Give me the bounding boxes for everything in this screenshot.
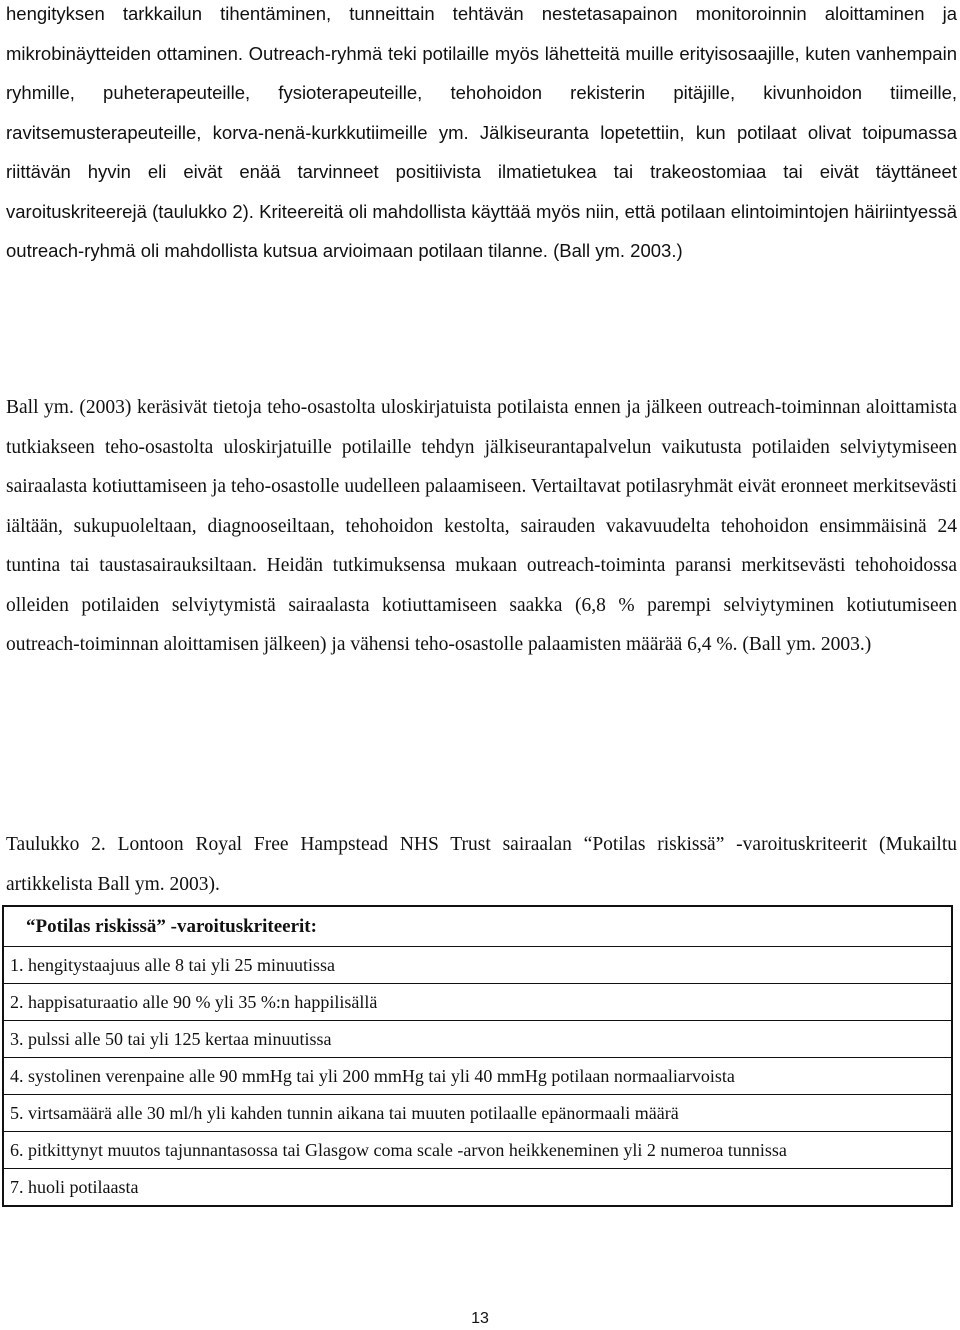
table-header-cell: “Potilas riskissä” -varoituskriteerit: xyxy=(3,906,952,947)
page-number: 13 xyxy=(471,1310,489,1327)
criterion-cell: 3. pulssi alle 50 tai yli 125 kertaa minuutissa xyxy=(3,1021,952,1058)
criterion-cell: 1. hengitystaajuus alle 8 tai yli 25 minuutissa xyxy=(3,947,952,984)
criterion-cell: 7. huoli potilaasta xyxy=(3,1169,952,1207)
criterion-cell: 6. pitkittynyt muutos tajunnantasossa tai Glasgow coma scale -arvon heikkeneminen yli 2 numeroa tunnissa xyxy=(3,1132,952,1169)
table-caption: Taulukko 2. Lontoon Royal Free Hampstead NHS Trust sairaalan “Potilas riskissä” -varoituskriteerit (Mukailtu artikkelista Ball ym. 2003). xyxy=(6,834,957,895)
table-row xyxy=(3,1058,952,1095)
body-paragraph-2: Ball ym. (2003) keräsivät tietoja teho-osastolta uloskirjatuista potilaista ennen ja jälkeen outreach-toiminnan aloittamista tutkiakseen teho-osastolta uloskirjatuille potilaille tehdyn jälkiseurantapalvelun vaikutusta potilaiden selviytymiseen sairaalasta kotiuttamiseen ja teho-osastolle uudelleen palaamiseen. Vertailtavat potilasryhmät eivät eronneet merkitsevästi iältään, sukupuoleltaan, diagnooseiltaan, tehohoidon kestolta, sairauden vakavuudelta tehohoidon ensimmäisinä 24 tuntina tai taustasairauksiltaan. Heidän tutkimuksensa mukaan outreach-toiminta paransi merkitsevästi tehohoidossa olleiden potilaiden selviytymistä sairaalasta kotiuttamiseen saakka (6,8 % parempi selviytyminen kotiutumiseen outreach-toiminnan aloittamisen jälkeen) ja vähensi teho-osastolle palaamisten määrää 6,4 %. (Ball ym. 2003.) xyxy=(6,397,957,655)
table-row xyxy=(3,1021,952,1058)
criterion-cell: 4. systolinen verenpaine alle 90 mmHg tai yli 200 mmHg tai yli 40 mmHg potilaan normaaliarvoista xyxy=(3,1058,952,1095)
table-row xyxy=(3,1132,952,1169)
table-row xyxy=(3,1169,952,1207)
criterion-cell: 5. virtsamäärä alle 30 ml/h yli kahden tunnin aikana tai muuten potilaalle epänormaali määrä xyxy=(3,1095,952,1132)
table-row xyxy=(3,947,952,984)
body-paragraph-1: hengityksen tarkkailun tihentäminen, tunneittain tehtävän nestetasapainon monitoroinnin aloittaminen ja mikrobinäytteiden ottaminen. Outreach-ryhmä teki potilaille myös lähetteitä muille erityisosaajille, kuten vanhempain ryhmille, puheterapeuteille, fysioterapeuteille, tehohoidon rekisterin pitäjille, kivunhoidon tiimeille, ravitsemusterapeuteille, korva-nenä-kurkkutiimeille ym. Jälkiseuranta lopetettiin, kun potilaat olivat toipumassa riittävän hyvin eli eivät enää tarvinneet positiivista ilmatietukea tai trakeostomiaa tai eivät täyttäneet varoituskriteerejä (taulukko 2). Kriteereitä oli mahdollista käyttää myös niin, että potilaan elintoimintojen häiriintyessä outreach-ryhmä oli mahdollista kutsua arvioimaan potilaan tilanne. (Ball ym. 2003.) xyxy=(6,3,957,261)
criterion-cell: 2. happisaturaatio alle 90 % yli 35 %:n happilisällä xyxy=(3,984,952,1021)
table-row xyxy=(3,984,952,1021)
table-row xyxy=(3,1095,952,1132)
warning-criteria-table xyxy=(2,905,953,1207)
table-header-row xyxy=(3,906,952,947)
